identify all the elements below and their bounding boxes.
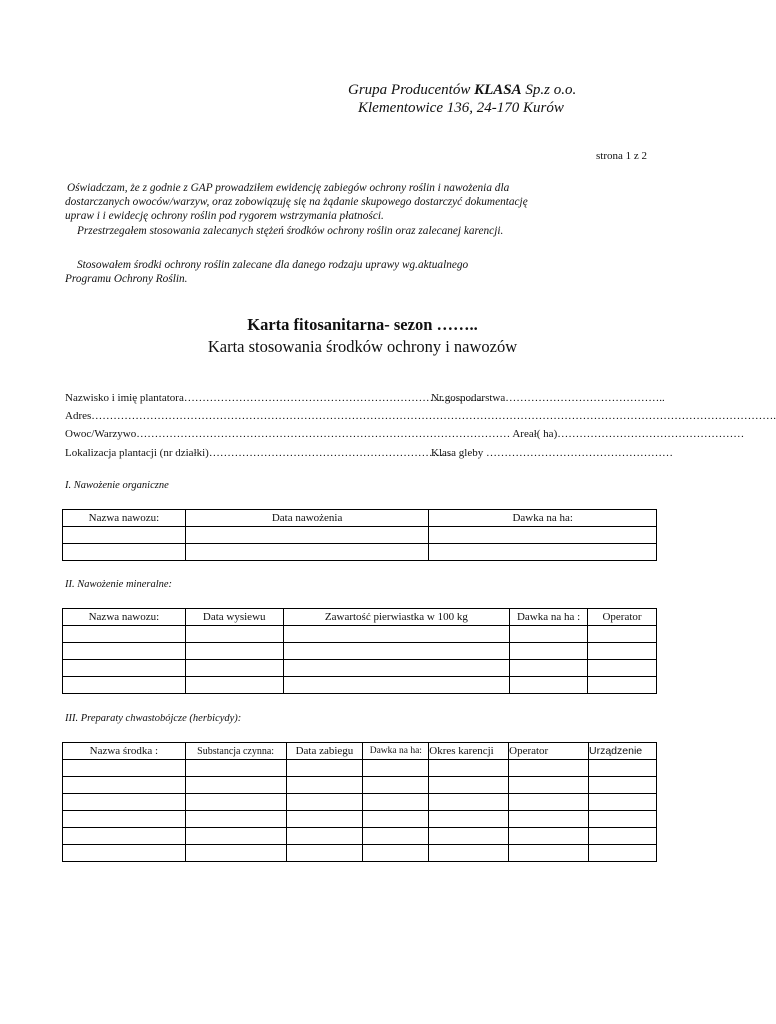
declaration-line-2: dostarczanych owoców/warzyw, oraz zobowiązuję się na żądanie skupowego dostarczyć dokumentację (65, 196, 528, 208)
table-row (63, 828, 657, 845)
table-cell[interactable] (429, 828, 509, 845)
table-cell[interactable] (429, 544, 657, 561)
table-row (63, 643, 657, 660)
header-cell: Dawka na ha : (510, 609, 588, 626)
table-row (63, 794, 657, 811)
table-cell[interactable] (588, 643, 657, 660)
table-cell[interactable] (185, 527, 429, 544)
table-cell[interactable] (429, 777, 509, 794)
mineral-table (62, 608, 657, 694)
table-cell[interactable] (63, 794, 186, 811)
table-cell[interactable] (363, 794, 429, 811)
table-cell[interactable] (283, 626, 510, 643)
table-cell[interactable] (429, 845, 509, 862)
table-cell[interactable] (589, 777, 657, 794)
company-name (348, 81, 576, 100)
table-row (63, 527, 657, 544)
header-cell: Operator (588, 609, 657, 626)
table-cell[interactable] (63, 660, 186, 677)
table-cell[interactable] (589, 811, 657, 828)
table-cell[interactable] (185, 811, 286, 828)
field-farm-number[interactable]: Nr.gospodarstwa…………………………………….. (431, 392, 665, 404)
declaration-line-6: Programu Ochrony Roślin. (65, 273, 188, 285)
header-cell: Urządzenie (589, 743, 657, 760)
section-organic-title: I. Nawożenie organiczne (65, 480, 169, 491)
table-row (63, 626, 657, 643)
table-cell[interactable] (589, 828, 657, 845)
header-cell: Nazwa nawozu: (63, 609, 186, 626)
table-cell[interactable] (283, 677, 510, 694)
table-cell[interactable] (509, 811, 589, 828)
table-cell[interactable] (185, 677, 283, 694)
company-brand: KLASA (474, 82, 522, 98)
company-suffix: Sp.z o.o. (521, 82, 577, 98)
table-cell[interactable] (63, 811, 186, 828)
field-location[interactable]: Lokalizacja plantacji (nr działki)………………………………………………………… (65, 447, 451, 459)
header-cell: Zawartość pierwiastka w 100 kg (283, 609, 510, 626)
table-cell[interactable] (283, 643, 510, 660)
table-row (63, 777, 657, 794)
table-cell[interactable] (63, 544, 186, 561)
table-cell[interactable] (286, 777, 363, 794)
table-cell[interactable] (429, 527, 657, 544)
header-cell: Data wysiewu (185, 609, 283, 626)
table-cell[interactable] (429, 760, 509, 777)
header-cell: Dawka na ha: (363, 743, 429, 760)
organic-table (62, 509, 657, 561)
table-cell[interactable] (63, 527, 186, 544)
header-cell: Substancja czynna: (185, 743, 286, 760)
table-row (63, 811, 657, 828)
table-cell[interactable] (510, 677, 588, 694)
table-cell[interactable] (286, 811, 363, 828)
table-cell[interactable] (509, 845, 589, 862)
company-address: Klementowice 136, 24-170 Kurów (358, 100, 564, 116)
header-cell: Nazwa nawozu: (63, 510, 186, 527)
table-cell[interactable] (63, 845, 186, 862)
table-cell[interactable] (429, 811, 509, 828)
table-cell[interactable] (286, 760, 363, 777)
field-soil-class[interactable]: Klasa gleby …………………………………………… (431, 447, 673, 459)
form-subtitle: Karta stosowania środków ochrony i nawozów (207, 337, 518, 356)
table-cell[interactable] (509, 760, 589, 777)
table-cell[interactable] (589, 845, 657, 862)
table-row (63, 660, 657, 677)
table-cell[interactable] (363, 811, 429, 828)
table-cell[interactable] (363, 845, 429, 862)
section-herbicides-title: III. Preparaty chwastobójcze (herbicydy): (65, 713, 242, 724)
table-cell[interactable] (286, 845, 363, 862)
table-cell[interactable] (185, 794, 286, 811)
table-cell[interactable] (63, 677, 186, 694)
header-cell: Data nawożenia (185, 510, 429, 527)
table-cell[interactable] (589, 794, 657, 811)
table-cell[interactable] (510, 643, 588, 660)
table-cell[interactable] (286, 794, 363, 811)
table-cell[interactable] (589, 760, 657, 777)
header-cell: Data zabiegu (286, 743, 363, 760)
page-number: strona 1 z 2 (596, 150, 648, 162)
header-cell: Operator (509, 743, 589, 760)
section-mineral-title: II. Nawożenie mineralne: (65, 579, 173, 590)
table-header-row (63, 510, 657, 527)
field-fruit-area[interactable]: Owoc/Warzywo………………………………………………………………………………………… Areał( ha)…………………………………………… (65, 428, 745, 440)
table-cell[interactable] (63, 626, 186, 643)
table-cell[interactable] (63, 760, 186, 777)
table-cell[interactable] (509, 777, 589, 794)
table-cell[interactable] (363, 760, 429, 777)
table-cell[interactable] (185, 643, 283, 660)
table-cell[interactable] (588, 626, 657, 643)
company-prefix: Grupa Producentów (348, 82, 475, 98)
table-cell[interactable] (185, 845, 286, 862)
header-cell: Nazwa środka : (63, 743, 186, 760)
field-name[interactable]: Nazwisko i imię plantatora………………………………………………………………………. (65, 392, 484, 404)
table-cell[interactable] (588, 677, 657, 694)
table-row (63, 544, 657, 561)
table-cell[interactable] (63, 777, 186, 794)
header-cell: Okres karencji (429, 743, 509, 760)
table-cell[interactable] (429, 794, 509, 811)
declaration-line-3: upraw i i ewidecję ochrony roślin pod rygorem wstrzymania płatności. (65, 210, 384, 222)
table-header-row (63, 609, 657, 626)
herbicides-table (62, 742, 657, 862)
table-cell[interactable] (185, 828, 286, 845)
table-cell[interactable] (63, 828, 186, 845)
table-row (63, 845, 657, 862)
table-cell[interactable] (363, 777, 429, 794)
table-header-row (63, 743, 657, 760)
form-title: Karta fitosanitarna- sezon …….. (247, 315, 478, 334)
table-cell[interactable] (510, 626, 588, 643)
declaration-line-5: Stosowałem środki ochrony roślin zalecane dla danego rodzaju uprawy wg.aktualnego (77, 259, 469, 271)
table-cell[interactable] (283, 660, 510, 677)
table-cell[interactable] (509, 828, 589, 845)
table-cell[interactable] (185, 626, 283, 643)
table-cell[interactable] (286, 828, 363, 845)
table-cell[interactable] (185, 544, 429, 561)
table-cell[interactable] (185, 777, 286, 794)
table-cell[interactable] (185, 660, 283, 677)
declaration-line-1: Oświadczam, że z godnie z GAP prowadziłem ewidencję zabiegów ochrony roślin i nawożenia dla (67, 182, 510, 194)
table-cell[interactable] (63, 643, 186, 660)
declaration-line-4: Przestrzegałem stosowania zalecanych stężeń środków ochrony roślin oraz zalecanej karencji. (77, 225, 504, 237)
table-cell[interactable] (363, 828, 429, 845)
table-row (63, 677, 657, 694)
table-row (63, 760, 657, 777)
table-cell[interactable] (185, 760, 286, 777)
field-address[interactable]: Adres……………………………………………………………………………………………………………………………………………………………………. (65, 410, 776, 422)
table-cell[interactable] (588, 660, 657, 677)
table-cell[interactable] (510, 660, 588, 677)
header-cell: Dawka na ha: (429, 510, 657, 527)
table-cell[interactable] (509, 794, 589, 811)
